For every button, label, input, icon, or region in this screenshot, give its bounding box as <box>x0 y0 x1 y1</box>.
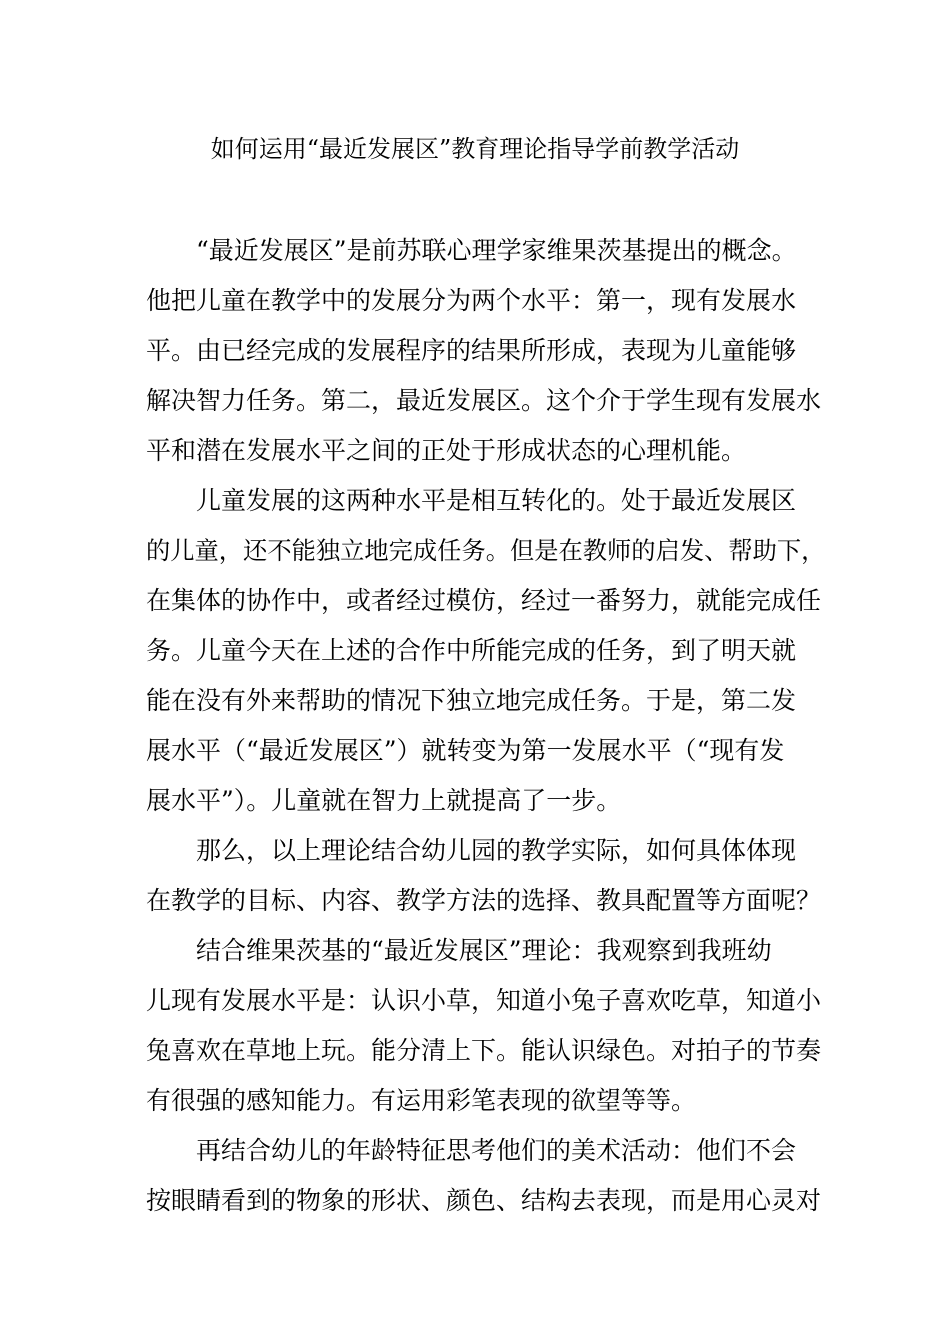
text-line: 能在没有外来帮助的情况下独立地完成任务。于是，第二发 <box>146 686 797 715</box>
text-line: 解决智力任务。第二，最近发展区。这个介于学生现有发展水 <box>146 386 822 415</box>
text-line: 务。儿童今天在上述的合作中所能完成的任务，到了明天就 <box>146 636 797 665</box>
document-title: 如何运用“最近发展区”教育理论指导学前教学活动 <box>210 135 740 163</box>
text-line: 再结合幼儿的年龄特征思考他们的美术活动：他们不会 <box>196 1136 797 1165</box>
text-line: 他把儿童在教学中的发展分为两个水平：第一，现有发展水 <box>146 286 797 315</box>
document-body <box>146 226 826 1226</box>
text-line: 展水平”）。儿童就在智力上就提高了一步。 <box>146 786 622 815</box>
text-line: 儿现有发展水平是：认识小草，知道小兔子喜欢吃草，知道小 <box>146 986 822 1015</box>
text-line: 儿童发展的这两种水平是相互转化的。处于最近发展区 <box>196 486 797 515</box>
text-line: 有很强的感知能力。有运用彩笔表现的欲望等等。 <box>146 1086 697 1115</box>
text-line: 兔喜欢在草地上玩。能分清上下。能认识绿色。对拍子的节奏 <box>146 1036 822 1065</box>
text-line: 在集体的协作中，或者经过模仿，经过一番努力，就能完成任 <box>146 586 822 615</box>
text-line: 结合维果茨基的“最近发展区”理论：我观察到我班幼 <box>196 936 772 965</box>
text-line: 按眼睛看到的物象的形状、颜色、结构去表现，而是用心灵对 <box>146 1186 822 1215</box>
text-line: 展水平（“最近发展区”）就转变为第一发展水平（“现有发 <box>146 736 785 765</box>
text-line: 平。由已经完成的发展程序的结果所形成，表现为儿童能够 <box>146 336 797 365</box>
text-line: 平和潜在发展水平之间的正处于形成状态的心理机能。 <box>146 436 747 465</box>
text-line: 那么，以上理论结合幼儿园的教学实际，如何具体体现 <box>196 836 797 865</box>
text-line: 的儿童，还不能独立地完成任务。但是在教师的启发、帮助下， <box>146 536 826 565</box>
text-line: “最近发展区”是前苏联心理学家维果茨基提出的概念。 <box>196 236 797 265</box>
text-line: 在教学的目标、内容、教学方法的选择、教具配置等方面呢？ <box>146 886 822 915</box>
